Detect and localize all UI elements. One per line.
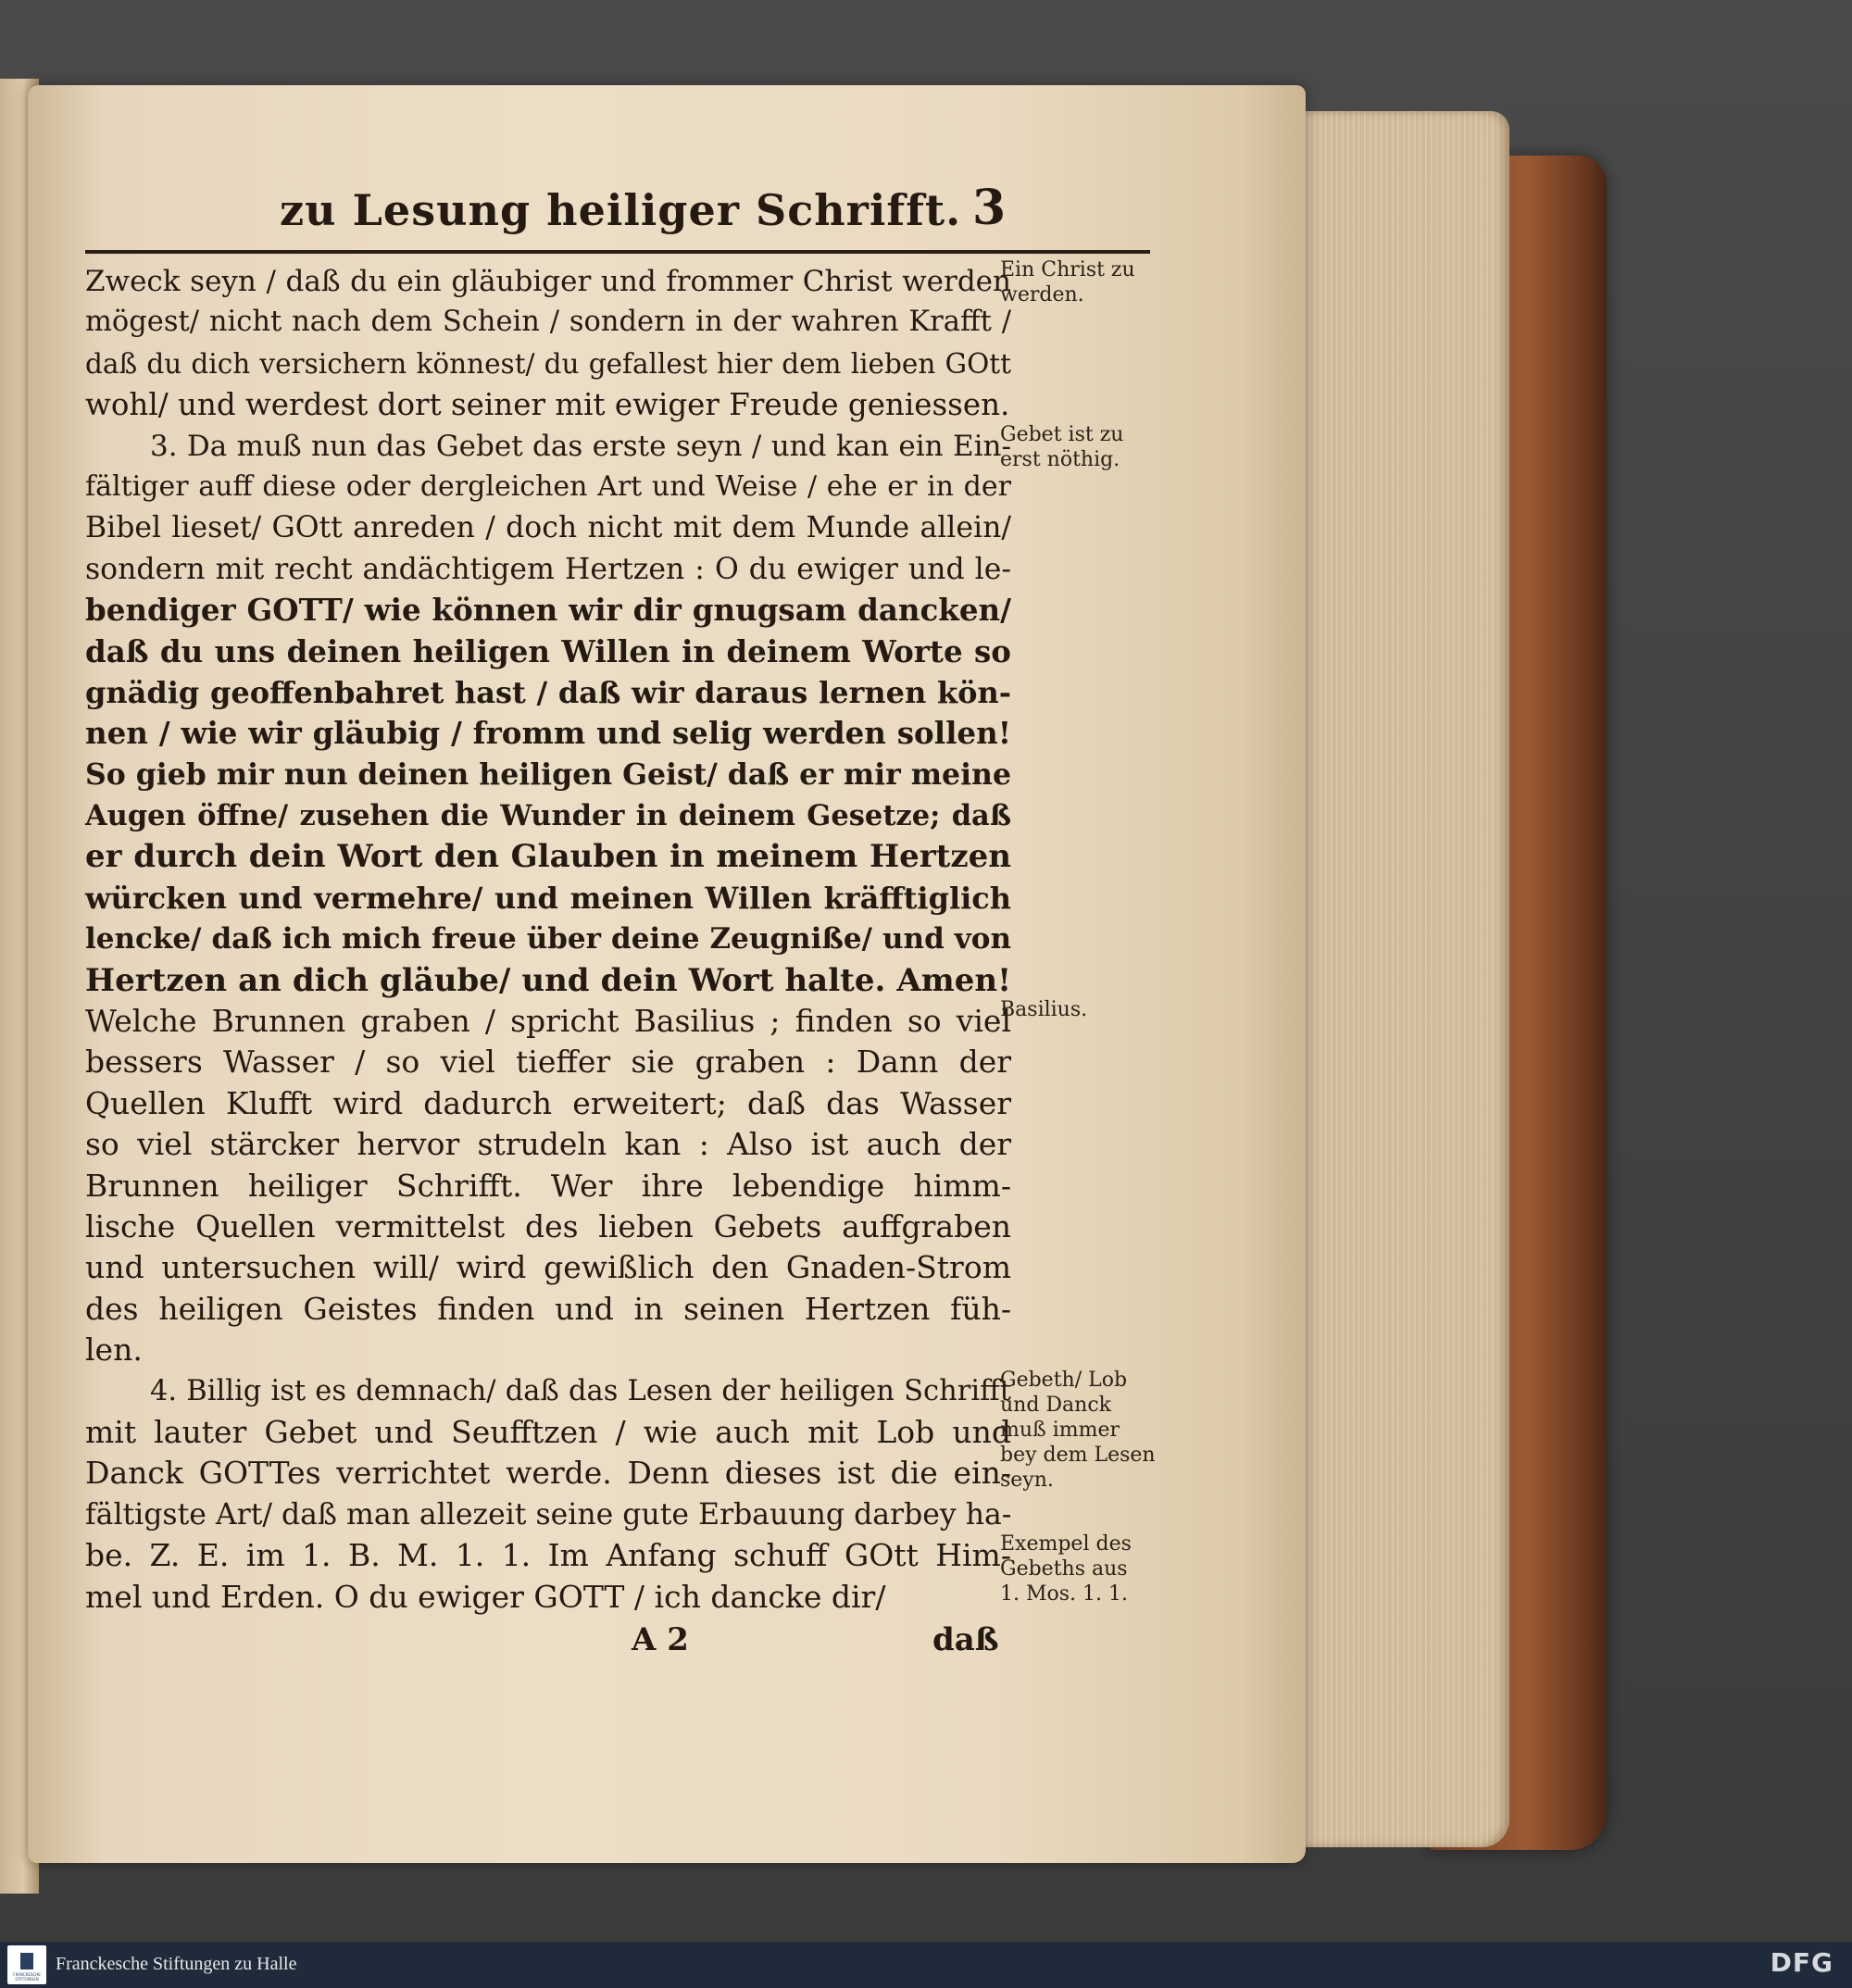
- margin-note-line: Gebet ist zu: [1000, 422, 1124, 446]
- text-line: so viel stärcker hervor strudeln kan : Also ist auch der: [85, 1126, 1011, 1163]
- text-line: er durch dein Wort den Glauben in meinem Hertzen: [85, 838, 1011, 876]
- text-line: 3. Da muß nun das Gebet das erste seyn / und kan ein Ein-: [150, 429, 1011, 463]
- page-text-block: [85, 180, 1150, 1668]
- margin-note-line: Ein Christ zu: [1000, 258, 1135, 281]
- text-line: be. Z. E. im 1. B. M. 1. 1. Im Anfang schuff GOtt Him-: [85, 1537, 1011, 1574]
- text-line: mit lauter Gebet und Seufftzen / wie auch mit Lob und: [85, 1413, 1011, 1450]
- text-line: lencke/ daß ich mich freue über deine Zeugniße/ und von: [85, 922, 1011, 956]
- margin-note-line: muß immer: [1000, 1418, 1120, 1442]
- text-line: 4. Billig ist es demnach/ daß das Lesen der heiligen Schrifft: [150, 1374, 1011, 1407]
- running-header: [85, 180, 1150, 254]
- margin-note-line: 1. Mos. 1. 1.: [1000, 1582, 1129, 1607]
- margin-note-line: Basilius.: [1000, 998, 1088, 1022]
- text-line: mel und Erden. O du ewiger GOTT / ich dancke dir/: [85, 1578, 886, 1615]
- text-line: So gieb mir nun deinen heiligen Geist/ daß er mir meine: [85, 756, 1011, 792]
- institution-logo: [7, 1945, 46, 1984]
- body-text: [85, 261, 1011, 1618]
- margin-note-line: Exempel des: [1000, 1532, 1132, 1557]
- text-line: daß du uns deinen heiligen Willen in deinem Worte so: [85, 632, 1011, 669]
- text-line: fältiger auff diese oder dergleichen Art und Weise / ehe er in der: [85, 469, 1011, 503]
- margin-note-line: bey dem Lesen: [1000, 1443, 1156, 1467]
- text-line: Hertzen an dich gläube/ und dein Wort halte. Amen!: [85, 961, 1011, 999]
- margin-note: [1000, 257, 1167, 307]
- text-line: Quellen Klufft wird dadurch erweitert; daß das Wasser: [85, 1084, 1011, 1121]
- text-line: fältigste Art/ daß man allezeit seine gute Erbauung darbey ha-: [85, 1497, 1012, 1532]
- text-line: Brunnen heiliger Schrifft. Wer ihre lebendige himm-: [85, 1167, 1011, 1204]
- text-line: daß du dich versichern könnest/ du gefallest hier dem lieben GOtt: [85, 347, 1011, 380]
- dfg-logo: DFG: [1770, 1947, 1833, 1978]
- text-line: des heiligen Geistes finden und in seinen Hertzen füh-: [85, 1290, 1011, 1327]
- viewer-footer-bar: [0, 1942, 1852, 1988]
- text-line: sondern mit recht andächtigem Hertzen : O du ewiger und le-: [85, 552, 1011, 586]
- margin-note: [1000, 997, 1167, 1022]
- logo-mark-icon: [20, 1953, 33, 1969]
- margin-note-line: und Danck: [1000, 1393, 1111, 1417]
- text-line: bendiger GOTT/ wie können wir dir gnugsam dancken/: [85, 592, 1011, 629]
- catchword: daß: [932, 1620, 999, 1658]
- margin-note-line: erst nöthig.: [1000, 447, 1120, 471]
- margin-note: [1000, 1532, 1167, 1607]
- text-line: bessers Wasser / so viel tieffer sie graben : Dann der: [85, 1044, 1011, 1081]
- page-footer: [85, 1621, 1150, 1668]
- margin-note: [1000, 422, 1167, 472]
- logo-text: FRANCKESCHE STIFTUNGEN: [13, 1972, 41, 1982]
- margin-note-line: werden.: [1000, 283, 1084, 306]
- margin-note-line: seyn.: [1000, 1468, 1054, 1492]
- margin-note-line: Gebeth/ Lob: [1000, 1368, 1128, 1392]
- text-line: würcken und vermehre/ und meinen Willen kräfftiglich: [85, 880, 1011, 916]
- text-line: mögest/ nicht nach dem Schein / sondern in der wahren Krafft /: [85, 306, 1011, 339]
- text-line: wohl/ und werdest dort seiner mit ewiger Freude geniessen.: [85, 387, 1010, 423]
- margin-note: [1000, 1368, 1167, 1493]
- text-line: Bibel lieset/ GOtt anreden / doch nicht mit dem Munde allein/: [85, 511, 1011, 545]
- text-line: lische Quellen vermittelst des lieben Gebets auffgraben: [85, 1207, 1011, 1244]
- text-line: Danck GOTTes verrichtet werde. Denn dieses ist die ein-: [85, 1455, 1011, 1492]
- institution-name: Franckesche Stiftungen zu Halle: [56, 1954, 297, 1974]
- text-line: gnädig geoffenbahret hast / daß wir daraus lernen kön-: [85, 674, 1011, 710]
- text-line: nen / wie wir gläubig / fromm und selig werden sollen!: [85, 715, 1011, 752]
- page-fore-edge: [1278, 111, 1509, 1847]
- page-number: 3: [972, 180, 1007, 236]
- text-line: und untersuchen will/ wird gewißlich den Gnaden-Strom: [85, 1249, 1011, 1286]
- text-line: Augen öffne/ zusehen die Wunder in deinem Gesetze; daß: [85, 799, 1011, 833]
- signature-mark: A 2: [632, 1620, 689, 1658]
- text-line: Welche Brunnen graben / spricht Basilius ; finden so viel: [85, 1003, 1011, 1040]
- text-line: len.: [85, 1332, 143, 1369]
- margin-note-line: Gebeths aus: [1000, 1557, 1128, 1582]
- running-title: zu Lesung heiliger Schrifft.: [280, 185, 962, 235]
- text-line: Zweck seyn / daß du ein gläubiger und frommer Christ werden: [85, 265, 1011, 298]
